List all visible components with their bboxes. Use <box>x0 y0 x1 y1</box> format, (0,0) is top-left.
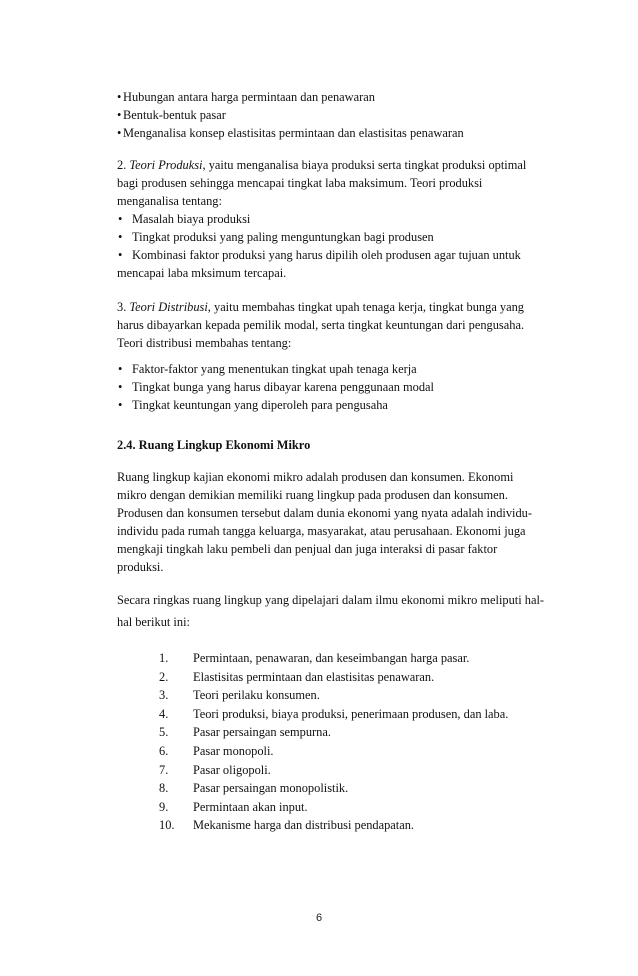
item-text: Permintaan akan input. <box>193 799 308 814</box>
text-line: hal berikut ini: <box>117 615 190 629</box>
item-text: Elastisitas permintaan dan elastisitas penawaran. <box>193 669 435 684</box>
text-line: Ruang lingkup kajian ekonomi mikro adalah produsen dan konsumen. Ekonomi <box>117 470 514 484</box>
item-text: Pasar monopoli. <box>193 743 274 758</box>
teori-produksi-paragraph <box>117 156 549 210</box>
text-line: Teori distribusi membahas tentang: <box>117 336 292 350</box>
list-item: • Faktor-faktor yang menentukan tingkat upah tenaga kerja <box>117 360 549 378</box>
list-item <box>159 686 549 705</box>
text-line: Produsen dan konsumen tersebut dalam dunia ekonomi yang nyata adalah individu- <box>117 506 532 520</box>
list-item: • Tingkat keuntungan yang diperoleh para pengusaha <box>117 396 549 414</box>
list-item <box>159 742 549 761</box>
text-line: menganalisa tentang: <box>117 194 222 208</box>
section-paragraph-2 <box>117 589 549 633</box>
numbered-list <box>159 649 549 835</box>
list-item: • Bentuk-bentuk pasar <box>117 106 549 124</box>
list-item <box>159 761 549 780</box>
item-text: Pasar persaingan sempurna. <box>193 725 331 740</box>
section-heading: 2.4. Ruang Lingkup Ekonomi Mikro <box>117 438 311 452</box>
text-line: , yaitu membahas tingkat upah tenaga kerja, tingkat bunga yang <box>207 300 525 314</box>
item-number: 9. <box>159 799 169 814</box>
item-number: 4. <box>159 706 169 721</box>
teori-distribusi-bullets <box>117 360 549 414</box>
list-item: • Kombinasi faktor produksi yang harus dipilih oleh produsen agar tujuan untuk <box>117 246 549 264</box>
item-text: Teori produksi, biaya produksi, penerimaan produsen, dan laba. <box>193 706 509 721</box>
intro-bullet-list <box>117 88 549 142</box>
item-number: 8. <box>159 781 169 796</box>
text-line: harus dibayarkan kepada pemilik modal, serta tingkat keuntungan dari pengusaha. <box>117 318 525 332</box>
item-number: 10. <box>159 818 175 833</box>
item-text: Permintaan, penawaran, dan keseimbangan harga pasar. <box>193 651 470 665</box>
list-item: • Tingkat bunga yang harus dibayar karena penggunaan modal <box>117 378 549 396</box>
list-item: • Masalah biaya produksi <box>117 210 549 228</box>
text-line: bagi produsen sehingga mencapai tingkat laba maksimum. Teori produksi <box>117 176 483 190</box>
list-item <box>159 705 549 724</box>
list-item <box>159 668 549 687</box>
text-line: mengkaji tingkah laku pembeli dan penjual dan juga interaksi di pasar faktor <box>117 542 498 556</box>
list-item <box>159 798 549 817</box>
text-line: produksi. <box>117 560 164 574</box>
page-number: 6 <box>315 912 323 924</box>
item-number: 3. <box>117 300 127 314</box>
document-page <box>117 88 549 835</box>
item-text: Teori perilaku konsumen. <box>193 688 320 703</box>
list-item <box>159 649 549 668</box>
list-item <box>159 816 549 835</box>
text-line: , yaitu menganalisa biaya produksi serta tingkat produksi optimal <box>202 158 527 172</box>
teori-distribusi-paragraph <box>117 298 549 352</box>
list-item: • Menganalisa konsep elastisitas permintaan dan elastisitas penawaran <box>117 124 549 142</box>
list-item <box>159 779 549 798</box>
item-number: 3. <box>159 688 169 703</box>
term: Teori Produksi <box>129 158 203 172</box>
item-number: 5. <box>159 725 169 740</box>
item-number: 2. <box>159 669 169 684</box>
text-line: individu pada rumah tangga keluarga, masyarakat, atau perusahaan. Ekonomi juga <box>117 524 526 538</box>
text-line: Secara ringkas ruang lingkup yang dipelajari dalam ilmu ekonomi mikro meliputi hal- <box>117 593 545 607</box>
list-item: • Tingkat produksi yang paling menguntungkan bagi produsen <box>117 228 549 246</box>
item-text: Pasar persaingan monopolistik. <box>193 781 349 796</box>
text-line: mikro dengan demikian memiliki ruang lingkup pada produsen dan konsumen. <box>117 488 508 502</box>
item-text: Mekanisme harga dan distribusi pendapatan. <box>193 818 415 833</box>
item-text: Pasar oligopoli. <box>193 762 271 777</box>
item-number: 1. <box>159 651 169 665</box>
term: Teori Distribusi <box>129 300 208 314</box>
list-item: • Hubungan antara harga permintaan dan penawaran <box>117 88 549 106</box>
teori-produksi-bullets <box>117 210 549 264</box>
text-line: mencapai laba mksimum tercapai. <box>117 266 287 280</box>
item-number: 6. <box>159 743 169 758</box>
item-number: 2. <box>117 158 127 172</box>
item-number: 7. <box>159 762 169 777</box>
list-item <box>159 723 549 742</box>
section-paragraph-1 <box>117 468 549 576</box>
